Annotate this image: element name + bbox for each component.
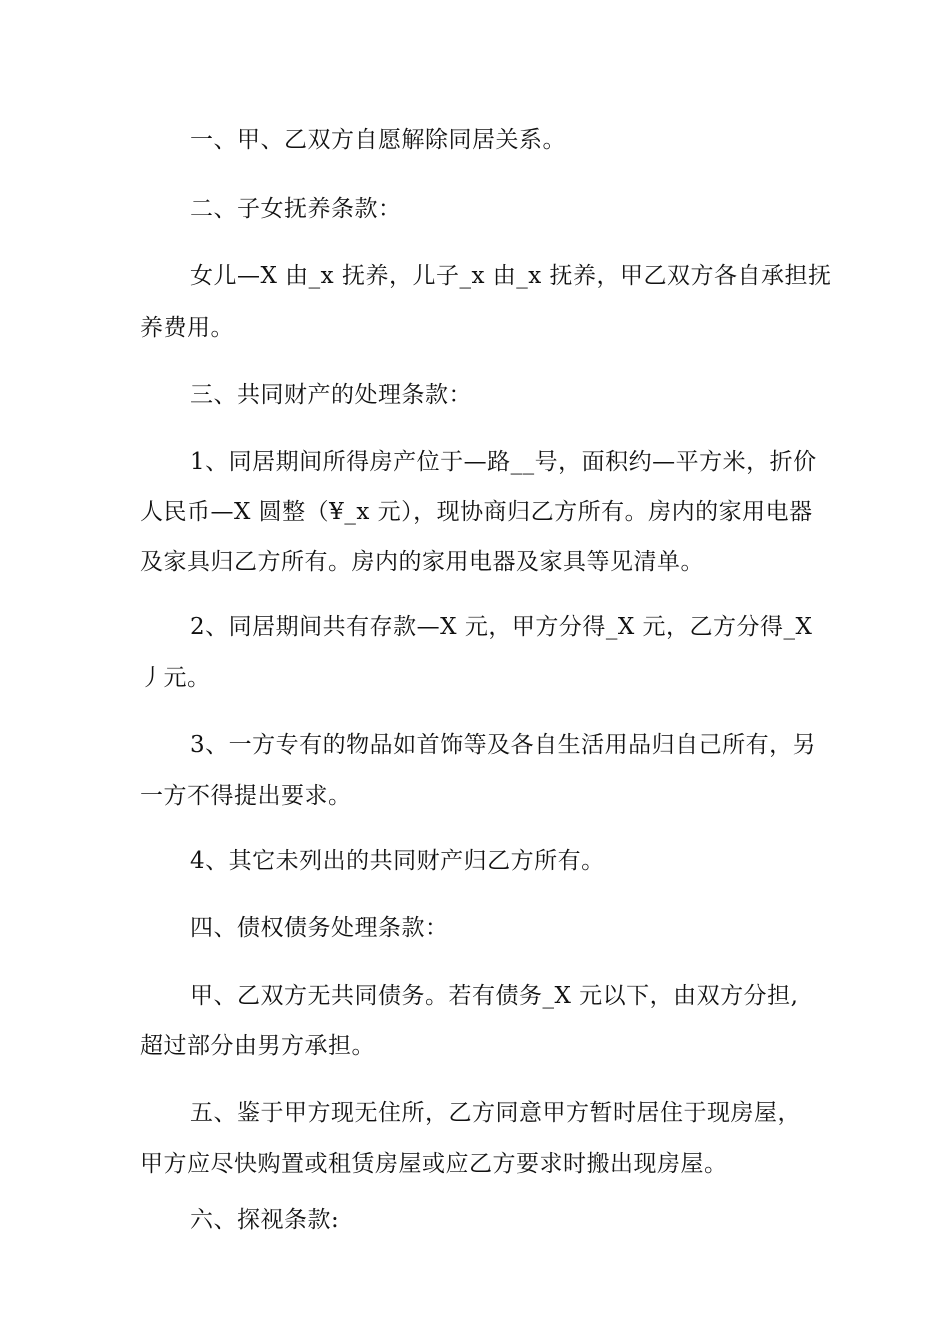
property-item-1-line-3: 及家具归乙方所有。房内的家用电器及家具等见清单。 xyxy=(140,549,704,575)
property-item-2-line-2: 丿元。 xyxy=(140,665,211,691)
property-item-1-line-2: 人民币—X 圆整（¥_x 元），现协商归乙方所有。房内的家用电器 xyxy=(140,499,813,525)
property-item-1-line-1: 1、同居期间所得房产位于—路__号，面积约—平方米，折价 xyxy=(190,449,817,475)
property-item-2-line-1: 2、同居期间共有存款—X 元，甲方分得_X 元，乙方分得_X xyxy=(190,614,813,640)
child-support-line-2: 养费用。 xyxy=(140,315,234,341)
clause-2-heading: 二、子女抚养条款： xyxy=(190,196,402,222)
debt-line-1: 甲、乙双方无共同债务。若有债务_X 元以下，由双方分担, xyxy=(190,983,799,1009)
property-item-3-line-2: 一方不得提出要求。 xyxy=(140,783,352,809)
property-item-4: 4、其它未列出的共同财产归乙方所有。 xyxy=(190,848,605,874)
clause-5-line-2: 甲方应尽快购置或租赁房屋或应乙方要求时搬出现房屋。 xyxy=(140,1151,728,1177)
property-item-3-line-1: 3、一方专有的物品如首饰等及各自生活用品归自己所有，另 xyxy=(190,732,817,758)
clause-6-heading: 六、探视条款: xyxy=(190,1207,340,1233)
clause-3-heading: 三、共同财产的处理条款： xyxy=(190,382,472,408)
clause-4-heading: 四、债权债务处理条款： xyxy=(190,915,449,941)
clause-1-dissolution: 一、甲、乙双方自愿解除同居关系。 xyxy=(190,127,566,153)
debt-line-2: 超过部分由男方承担。 xyxy=(140,1033,375,1059)
clause-5-line-1: 五、鉴于甲方现无住所，乙方同意甲方暂时居住于现房屋， xyxy=(190,1100,801,1126)
child-support-line-1: 女儿—X 由_x 抚养，儿子_x 由_x 抚养，甲乙双方各自承担抚 xyxy=(190,263,832,289)
